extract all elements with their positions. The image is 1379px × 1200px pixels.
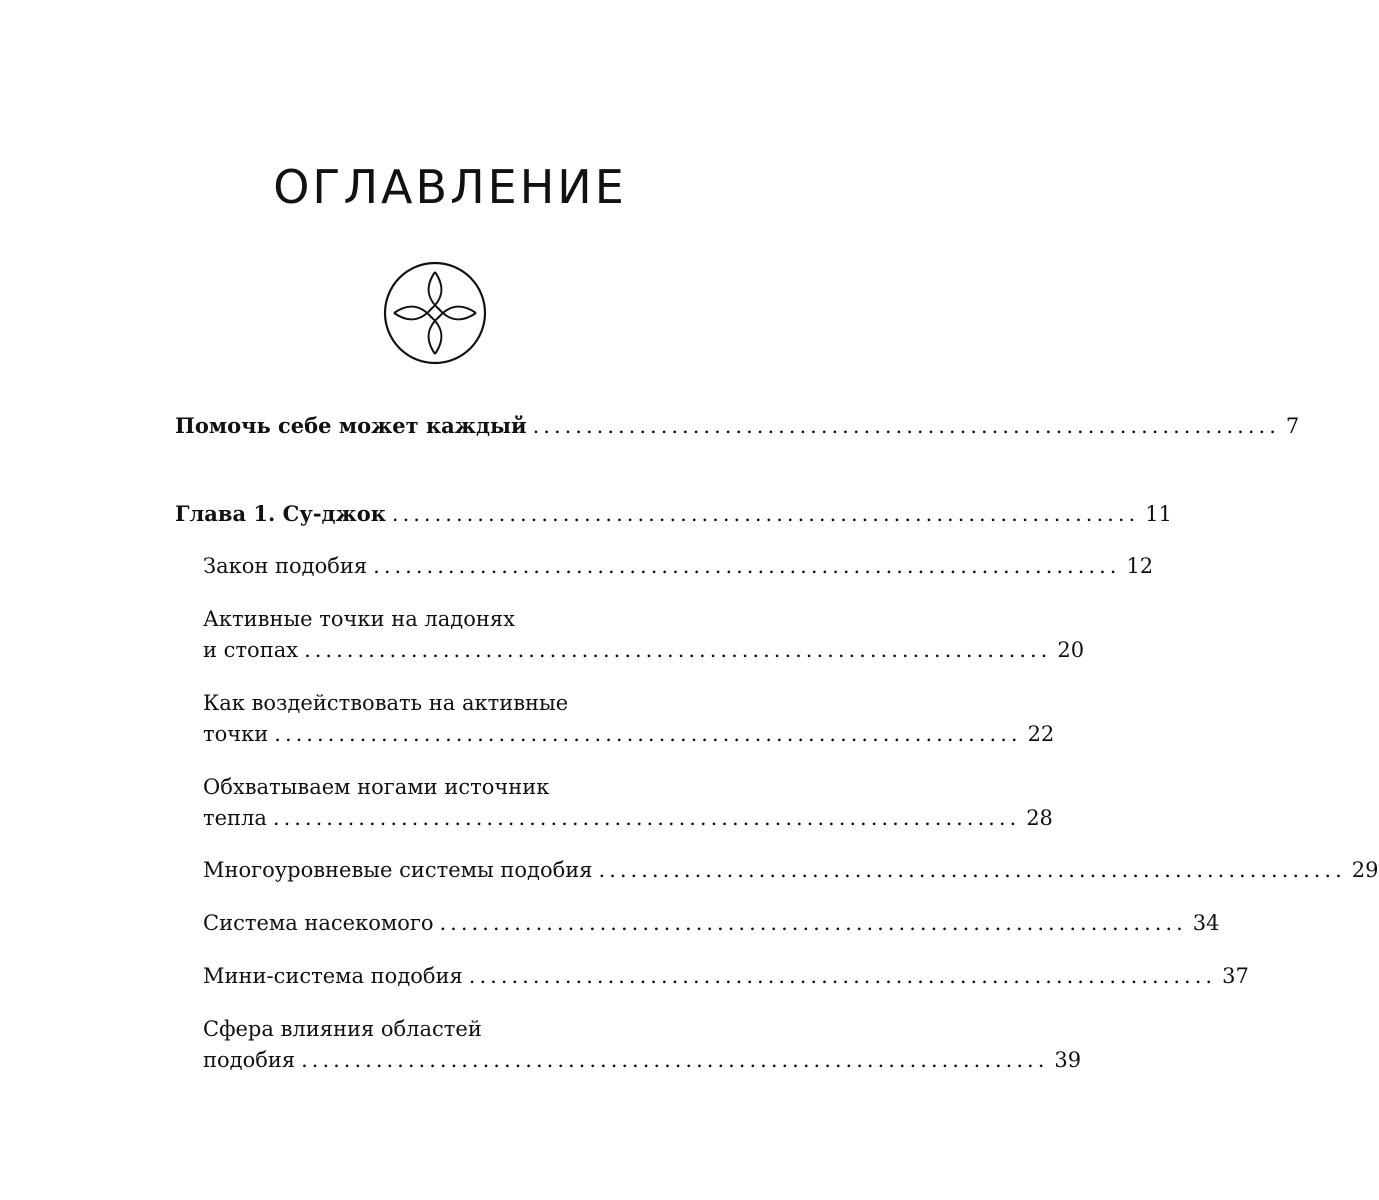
- toc-page-number: 12: [1126, 554, 1154, 578]
- toc-entry-title: Система насекомого: [203, 911, 434, 935]
- toc-entry[interactable]: [203, 961, 1249, 992]
- toc-entry-title-line: Как воздействовать на активные: [203, 691, 569, 715]
- toc-entry[interactable]: [203, 604, 1085, 666]
- toc-entry-title: Помочь себе может каждый: [175, 413, 527, 438]
- toc-entry-title: и стопах: [203, 638, 299, 662]
- toc-entry-title: Закон подобия: [203, 554, 368, 578]
- toc-page-number: 20: [1057, 638, 1085, 662]
- toc-entry-title: тепла: [203, 806, 267, 830]
- toc-page-number: 28: [1026, 806, 1053, 830]
- dot-leader: ......................................................................: [272, 806, 1021, 830]
- dot-leader: ......................................................................: [391, 502, 1140, 526]
- toc-entry[interactable]: [203, 688, 1055, 750]
- toc-entry-title-line: Активные точки на ладонях: [203, 607, 515, 631]
- toc-page-number: 39: [1054, 1048, 1082, 1072]
- dot-leader: ......................................................................: [598, 858, 1346, 882]
- toc-entry[interactable]: [203, 908, 1220, 939]
- dot-leader: ......................................................................: [304, 638, 1052, 662]
- toc-entry-title: подобия: [203, 1048, 296, 1072]
- toc-entry[interactable]: [203, 551, 1154, 582]
- toc-entry-chapter-1[interactable]: [175, 498, 1172, 530]
- toc-entry-title: точки: [203, 722, 269, 746]
- toc-page-number: 29: [1351, 858, 1379, 882]
- toc-entry[interactable]: [203, 855, 1379, 886]
- toc-entry-title-line: Сфера влияния областей: [203, 1017, 482, 1041]
- dot-leader: ......................................................................: [532, 414, 1280, 438]
- toc-page-number: 34: [1192, 911, 1220, 935]
- toc-entry-title: Мини-система подобия: [203, 964, 463, 988]
- toc-entry[interactable]: [203, 772, 1053, 834]
- ornament-icon: [382, 260, 488, 366]
- toc-entry-intro[interactable]: [175, 410, 1300, 442]
- dot-leader: ......................................................................: [468, 964, 1217, 988]
- dot-leader: ......................................................................: [373, 554, 1121, 578]
- page-title: ОГЛАВЛЕНИЕ: [273, 160, 627, 214]
- toc-page-number: 37: [1222, 964, 1249, 988]
- dot-leader: ......................................................................: [274, 722, 1022, 746]
- toc-page-number: 22: [1027, 722, 1055, 746]
- toc-entry-title-line: Обхватываем ногами источник: [203, 775, 550, 799]
- toc-page-number: 11: [1145, 502, 1172, 526]
- toc-entry[interactable]: [203, 1014, 1082, 1076]
- toc-page-number: 7: [1285, 414, 1300, 438]
- toc-entry-title: Многоуровневые системы подобия: [203, 858, 593, 882]
- dot-leader: ......................................................................: [439, 911, 1187, 935]
- dot-leader: ......................................................................: [301, 1048, 1049, 1072]
- toc-entry-title: Глава 1. Су-джок: [175, 501, 386, 526]
